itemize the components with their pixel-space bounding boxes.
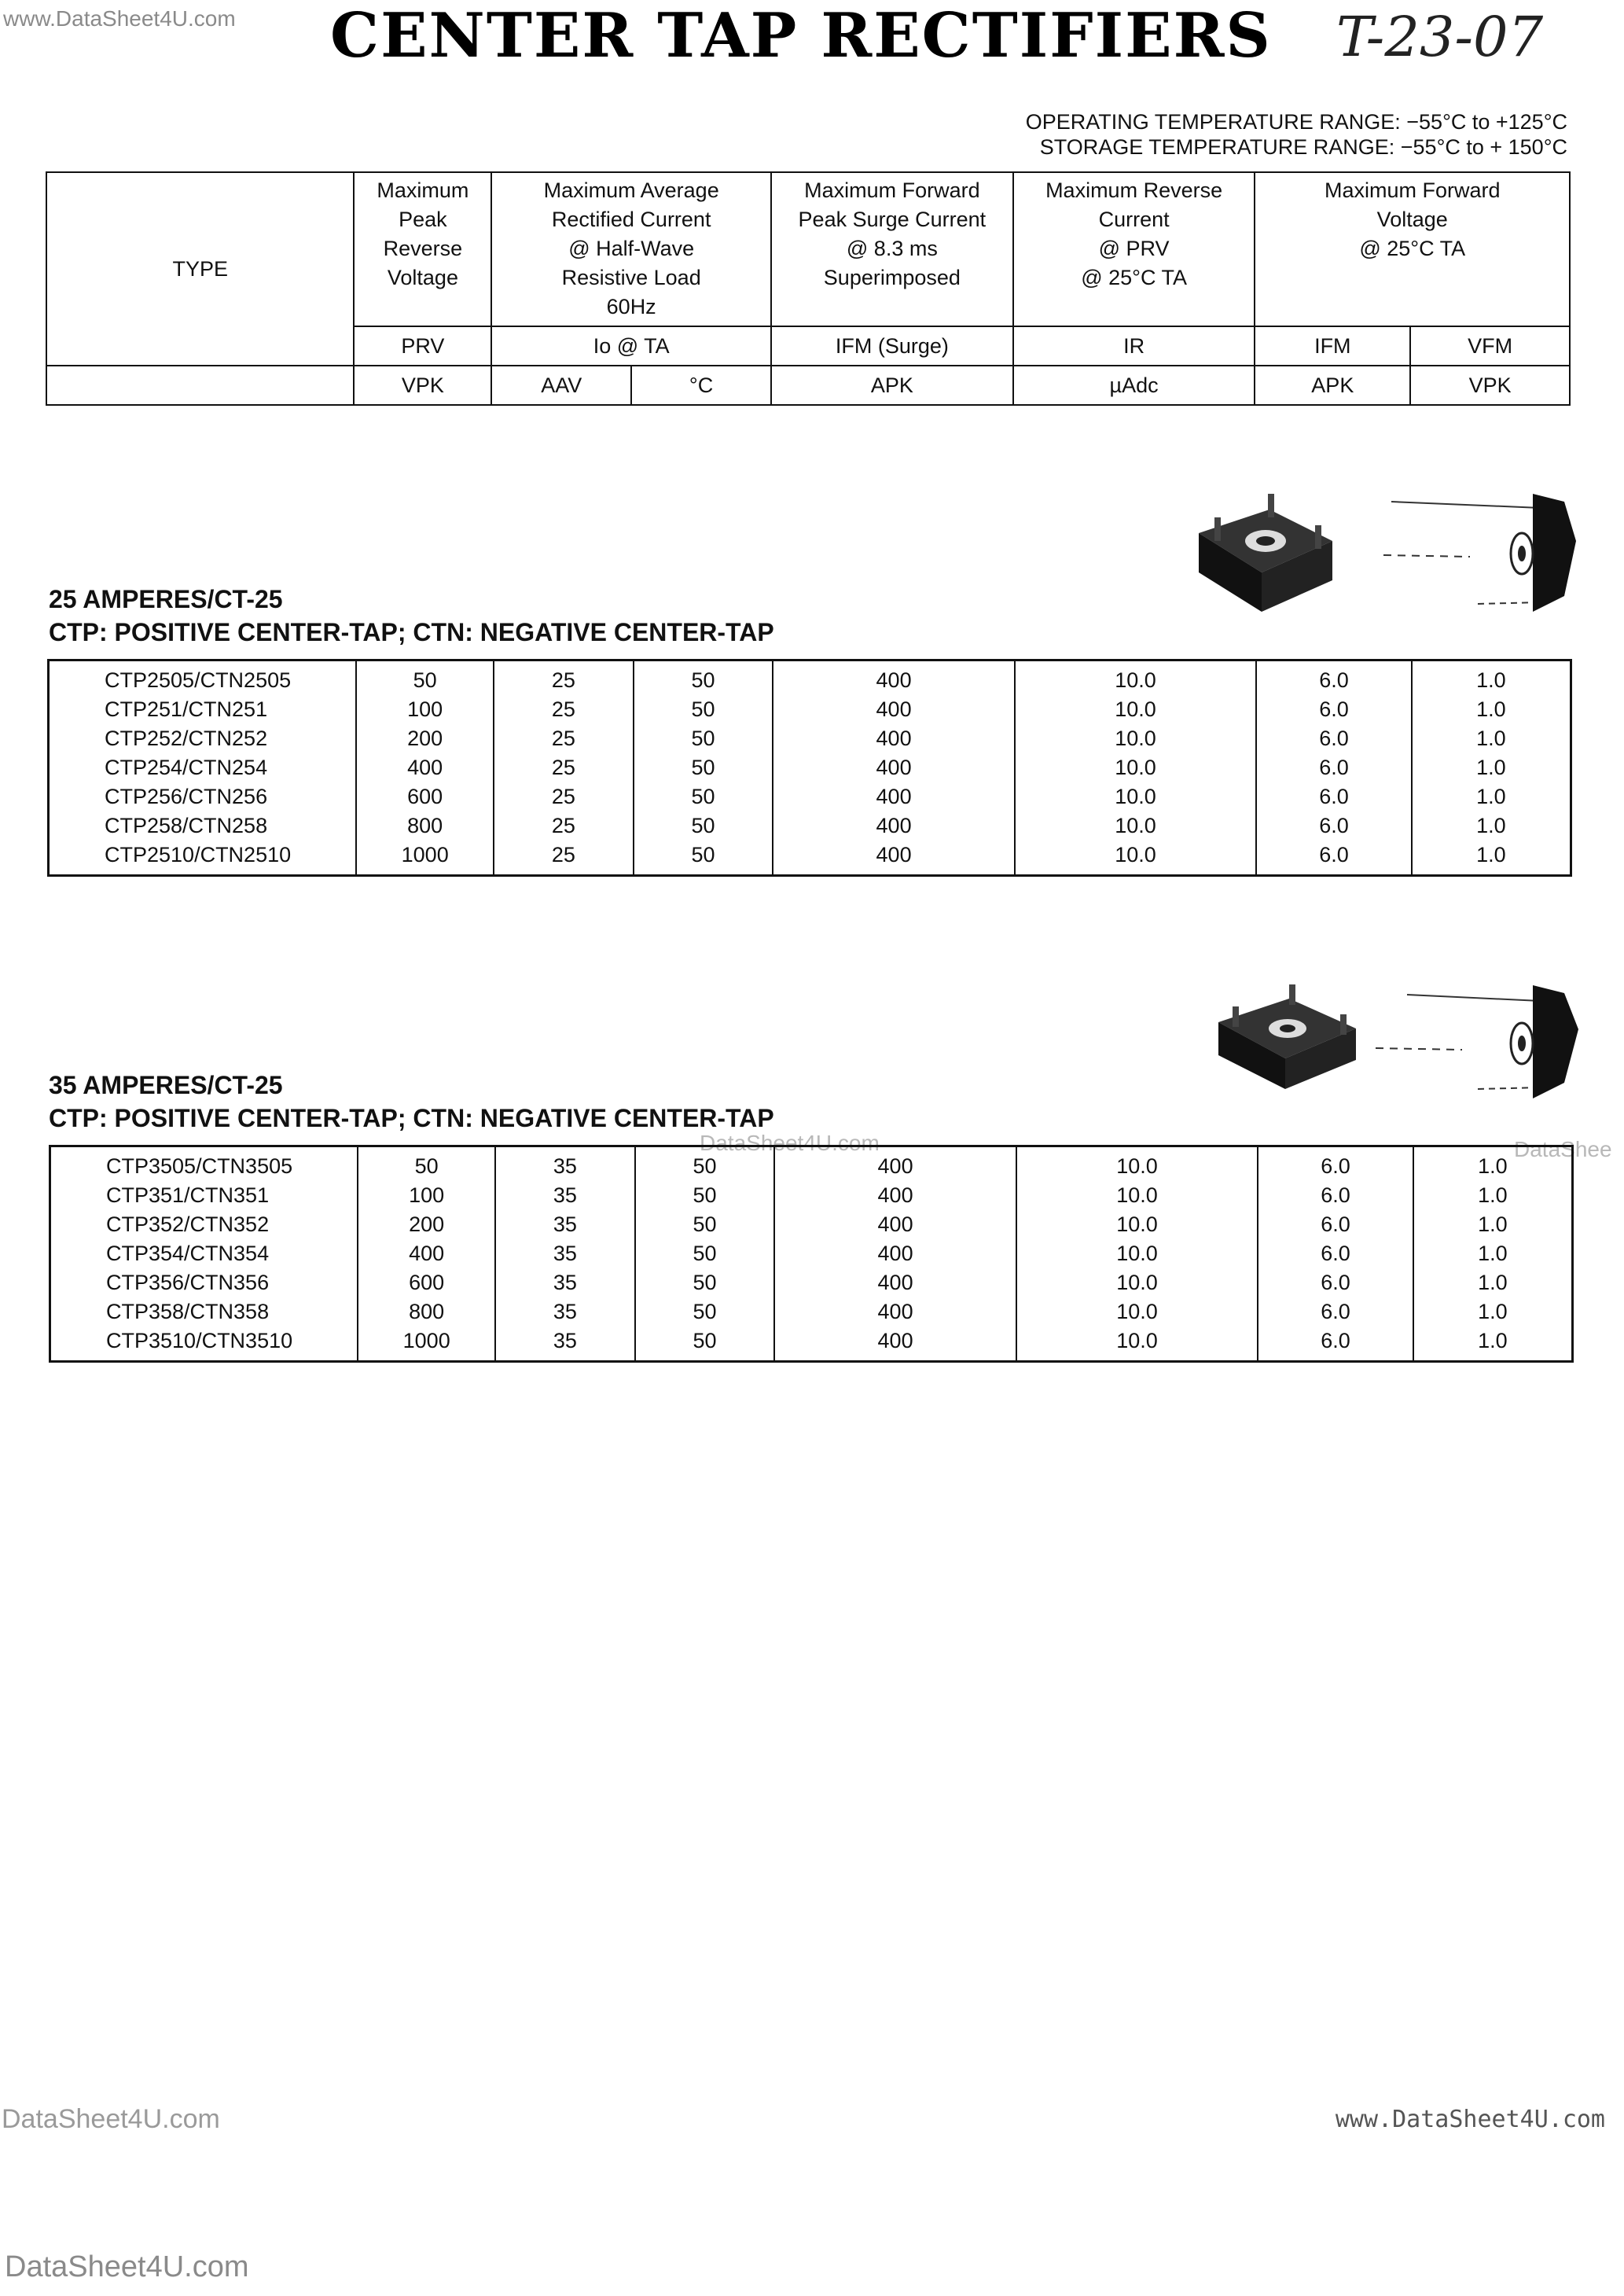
value-cell: 25 <box>494 841 634 870</box>
value-cell: 10.0 <box>1016 1152 1258 1181</box>
value-cell: 1.0 <box>1412 753 1571 782</box>
value-cell: 10.0 <box>1015 811 1256 841</box>
value-cell: 6.0 <box>1258 1268 1413 1297</box>
value-cell: 35 <box>495 1326 635 1356</box>
value-cell: 50 <box>356 666 494 695</box>
value-cell: 6.0 <box>1256 753 1412 782</box>
value-cell: 1.0 <box>1413 1210 1573 1239</box>
value-cell: 1.0 <box>1413 1181 1573 1210</box>
value-cell: 50 <box>634 724 773 753</box>
value-cell: 25 <box>494 782 634 811</box>
table-row <box>49 811 1571 841</box>
part-number-cell: CTP352/CTN352 <box>106 1212 270 1236</box>
value-cell: 6.0 <box>1256 724 1412 753</box>
vfm-symbol: VFM <box>1410 326 1570 366</box>
value-cell: 6.0 <box>1256 695 1412 724</box>
part-number-cell: CTP351/CTN351 <box>106 1183 270 1207</box>
value-cell: 35 <box>495 1210 635 1239</box>
value-cell: 800 <box>356 811 494 841</box>
value-cell: 400 <box>774 1210 1016 1239</box>
unit-apk-2: APK <box>1255 366 1410 405</box>
part-number-cell: CTP3505/CTN3505 <box>106 1154 293 1178</box>
unit-vpk-2: VPK <box>1410 366 1570 405</box>
unit-vpk: VPK <box>354 366 491 405</box>
value-cell: 400 <box>773 695 1014 724</box>
value-cell: 10.0 <box>1016 1181 1258 1210</box>
value-cell: 25 <box>494 811 634 841</box>
value-cell: 10.0 <box>1016 1326 1258 1356</box>
value-cell: 100 <box>358 1181 495 1210</box>
storage-temperature-range: STORAGE TEMPERATURE RANGE: −55°C to + 150°C <box>1039 135 1567 159</box>
value-cell: 400 <box>774 1297 1016 1326</box>
ct25-package-top-view-2 <box>1211 983 1368 1093</box>
ifm-surge-symbol: IFM (Surge) <box>771 326 1013 366</box>
ct25-package-top-view <box>1175 486 1348 620</box>
value-cell: 50 <box>635 1239 775 1268</box>
value-cell: 1.0 <box>1413 1239 1573 1268</box>
table-row <box>49 841 1571 870</box>
ct25-package-side-view-2 <box>1376 979 1584 1105</box>
prv-description: Maximum Peak Reverse Voltage <box>354 172 491 326</box>
ifm-symbol: IFM <box>1255 326 1410 366</box>
value-cell: 1.0 <box>1412 724 1571 753</box>
value-cell: 400 <box>774 1181 1016 1210</box>
value-cell: 50 <box>635 1181 775 1210</box>
table-row <box>50 1210 1573 1239</box>
value-cell: 1.0 <box>1413 1297 1573 1326</box>
value-cell: 25 <box>494 695 634 724</box>
part-number-cell: CTP252/CTN252 <box>105 727 268 750</box>
value-cell: 400 <box>773 724 1014 753</box>
table-row <box>49 753 1571 782</box>
section-35a-title: 35 AMPERES/CT-25 <box>49 1071 283 1099</box>
value-cell: 10.0 <box>1015 782 1256 811</box>
value-cell: 50 <box>634 811 773 841</box>
value-cell: 6.0 <box>1256 666 1412 695</box>
value-cell: 10.0 <box>1016 1239 1258 1268</box>
table-row <box>50 1326 1573 1356</box>
value-cell: 10.0 <box>1016 1210 1258 1239</box>
part-number-cell: CTP251/CTN251 <box>105 697 268 721</box>
value-cell: 800 <box>358 1297 495 1326</box>
value-cell: 50 <box>358 1152 495 1181</box>
value-cell: 10.0 <box>1016 1297 1258 1326</box>
io-symbol: Io @ TA <box>491 326 771 366</box>
section-25a-title: 25 AMPERES/CT-25 <box>49 585 283 613</box>
unit-degc: °C <box>631 366 771 405</box>
reverse-current-description: Maximum Reverse Current @ PRV @ 25°C TA <box>1013 172 1255 326</box>
watermark-top: www.DataSheet4U.com <box>3 6 236 31</box>
value-cell: 50 <box>635 1268 775 1297</box>
value-cell: 6.0 <box>1256 782 1412 811</box>
value-cell: 400 <box>773 841 1014 870</box>
value-cell: 6.0 <box>1258 1239 1413 1268</box>
value-cell: 6.0 <box>1258 1297 1413 1326</box>
value-cell: 6.0 <box>1256 841 1412 870</box>
value-cell: 6.0 <box>1258 1326 1413 1356</box>
prv-symbol: PRV <box>354 326 491 366</box>
value-cell: 35 <box>495 1268 635 1297</box>
handwritten-code: T-23-07 <box>1336 5 1544 69</box>
value-cell: 25 <box>494 666 634 695</box>
value-cell: 1000 <box>358 1326 495 1356</box>
watermark-mid-right: DataShee <box>1514 1137 1612 1161</box>
value-cell: 6.0 <box>1256 811 1412 841</box>
value-cell: 1000 <box>356 841 494 870</box>
value-cell: 35 <box>495 1152 635 1181</box>
watermark-bottom-right: www.DataSheet4U.com <box>1335 2106 1605 2133</box>
value-cell: 50 <box>634 666 773 695</box>
value-cell: 1.0 <box>1412 782 1571 811</box>
page-title: CENTER TAP RECTIFIERS <box>330 0 1272 72</box>
value-cell: 10.0 <box>1016 1268 1258 1297</box>
part-number-cell: CTP358/CTN358 <box>106 1300 270 1323</box>
table-row <box>50 1268 1573 1297</box>
value-cell: 6.0 <box>1258 1181 1413 1210</box>
value-cell: 50 <box>634 753 773 782</box>
value-cell: 25 <box>494 724 634 753</box>
value-cell: 50 <box>635 1152 775 1181</box>
type-unit-blank <box>46 366 354 405</box>
table-row <box>49 724 1571 753</box>
watermark-mid: DataSheet4U.com <box>700 1131 880 1155</box>
value-cell: 10.0 <box>1015 753 1256 782</box>
value-cell: 200 <box>356 724 494 753</box>
value-cell: 50 <box>634 782 773 811</box>
value-cell: 400 <box>774 1239 1016 1268</box>
value-cell: 50 <box>635 1210 775 1239</box>
table-row <box>49 695 1571 724</box>
value-cell: 600 <box>356 782 494 811</box>
value-cell: 1.0 <box>1412 841 1571 870</box>
value-cell: 400 <box>774 1268 1016 1297</box>
part-number-cell: CTP354/CTN354 <box>106 1242 270 1265</box>
value-cell: 400 <box>774 1152 1016 1181</box>
type-header: TYPE <box>46 172 354 366</box>
value-cell: 35 <box>495 1181 635 1210</box>
value-cell: 10.0 <box>1015 841 1256 870</box>
value-cell: 200 <box>358 1210 495 1239</box>
surge-current-description: Maximum Forward Peak Surge Current @ 8.3 ms Superimposed <box>771 172 1013 326</box>
value-cell: 50 <box>634 841 773 870</box>
operating-temperature-range: OPERATING TEMPERATURE RANGE: −55°C to +125°C <box>1025 110 1567 134</box>
value-cell: 400 <box>774 1326 1016 1356</box>
value-cell: 1.0 <box>1412 811 1571 841</box>
value-cell: 10.0 <box>1015 724 1256 753</box>
table-row <box>49 666 1571 695</box>
value-cell: 100 <box>356 695 494 724</box>
value-cell: 10.0 <box>1015 666 1256 695</box>
value-cell: 6.0 <box>1258 1152 1413 1181</box>
ir-symbol: IR <box>1013 326 1255 366</box>
table-row <box>50 1297 1573 1326</box>
forward-voltage-description: Maximum Forward Voltage @ 25°C TA <box>1255 172 1570 326</box>
value-cell: 10.0 <box>1015 695 1256 724</box>
unit-uadc: µAdc <box>1013 366 1255 405</box>
header-table <box>46 171 1571 406</box>
value-cell: 400 <box>773 666 1014 695</box>
part-number-cell: CTP258/CTN258 <box>105 814 268 837</box>
table-row <box>50 1181 1573 1210</box>
part-number-cell: CTP2510/CTN2510 <box>105 843 292 867</box>
part-number-cell: CTP256/CTN256 <box>105 785 268 808</box>
value-cell: 50 <box>635 1297 775 1326</box>
table-row <box>50 1239 1573 1268</box>
value-cell: 400 <box>773 782 1014 811</box>
value-cell: 1.0 <box>1413 1326 1573 1356</box>
value-cell: 1.0 <box>1412 666 1571 695</box>
value-cell: 1.0 <box>1412 695 1571 724</box>
part-number-cell: CTP254/CTN254 <box>105 756 268 779</box>
value-cell: 1.0 <box>1413 1152 1573 1181</box>
section-25a-subtitle: CTP: POSITIVE CENTER-TAP; CTN: NEGATIVE CENTER-TAP <box>49 618 774 646</box>
value-cell: 400 <box>773 753 1014 782</box>
value-cell: 35 <box>495 1297 635 1326</box>
unit-apk: APK <box>771 366 1013 405</box>
value-cell: 50 <box>634 695 773 724</box>
part-number-cell: CTP2505/CTN2505 <box>105 668 292 692</box>
part-number-cell: CTP3510/CTN3510 <box>106 1329 293 1352</box>
value-cell: 35 <box>495 1239 635 1268</box>
value-cell: 400 <box>773 811 1014 841</box>
avg-current-description: Maximum Average Rectified Current @ Half-Wave Resistive Load 60Hz <box>491 172 771 326</box>
part-number-cell: CTP356/CTN356 <box>106 1271 270 1294</box>
watermark-footer: DataSheet4U.com <box>5 2250 249 2283</box>
value-cell: 400 <box>358 1239 495 1268</box>
value-cell: 400 <box>356 753 494 782</box>
unit-aav: AAV <box>491 366 631 405</box>
section-35a-subtitle: CTP: POSITIVE CENTER-TAP; CTN: NEGATIVE CENTER-TAP <box>49 1104 774 1132</box>
value-cell: 6.0 <box>1258 1210 1413 1239</box>
value-cell: 25 <box>494 753 634 782</box>
value-cell: 1.0 <box>1413 1268 1573 1297</box>
table-row <box>50 1152 1573 1181</box>
table-row <box>49 782 1571 811</box>
ct25-package-side-view <box>1383 486 1580 620</box>
value-cell: 600 <box>358 1268 495 1297</box>
table-25-amperes <box>47 659 1572 877</box>
watermark-bottom-left: DataSheet4U.com <box>2 2104 220 2134</box>
table-35-amperes <box>49 1145 1574 1363</box>
value-cell: 50 <box>635 1326 775 1356</box>
